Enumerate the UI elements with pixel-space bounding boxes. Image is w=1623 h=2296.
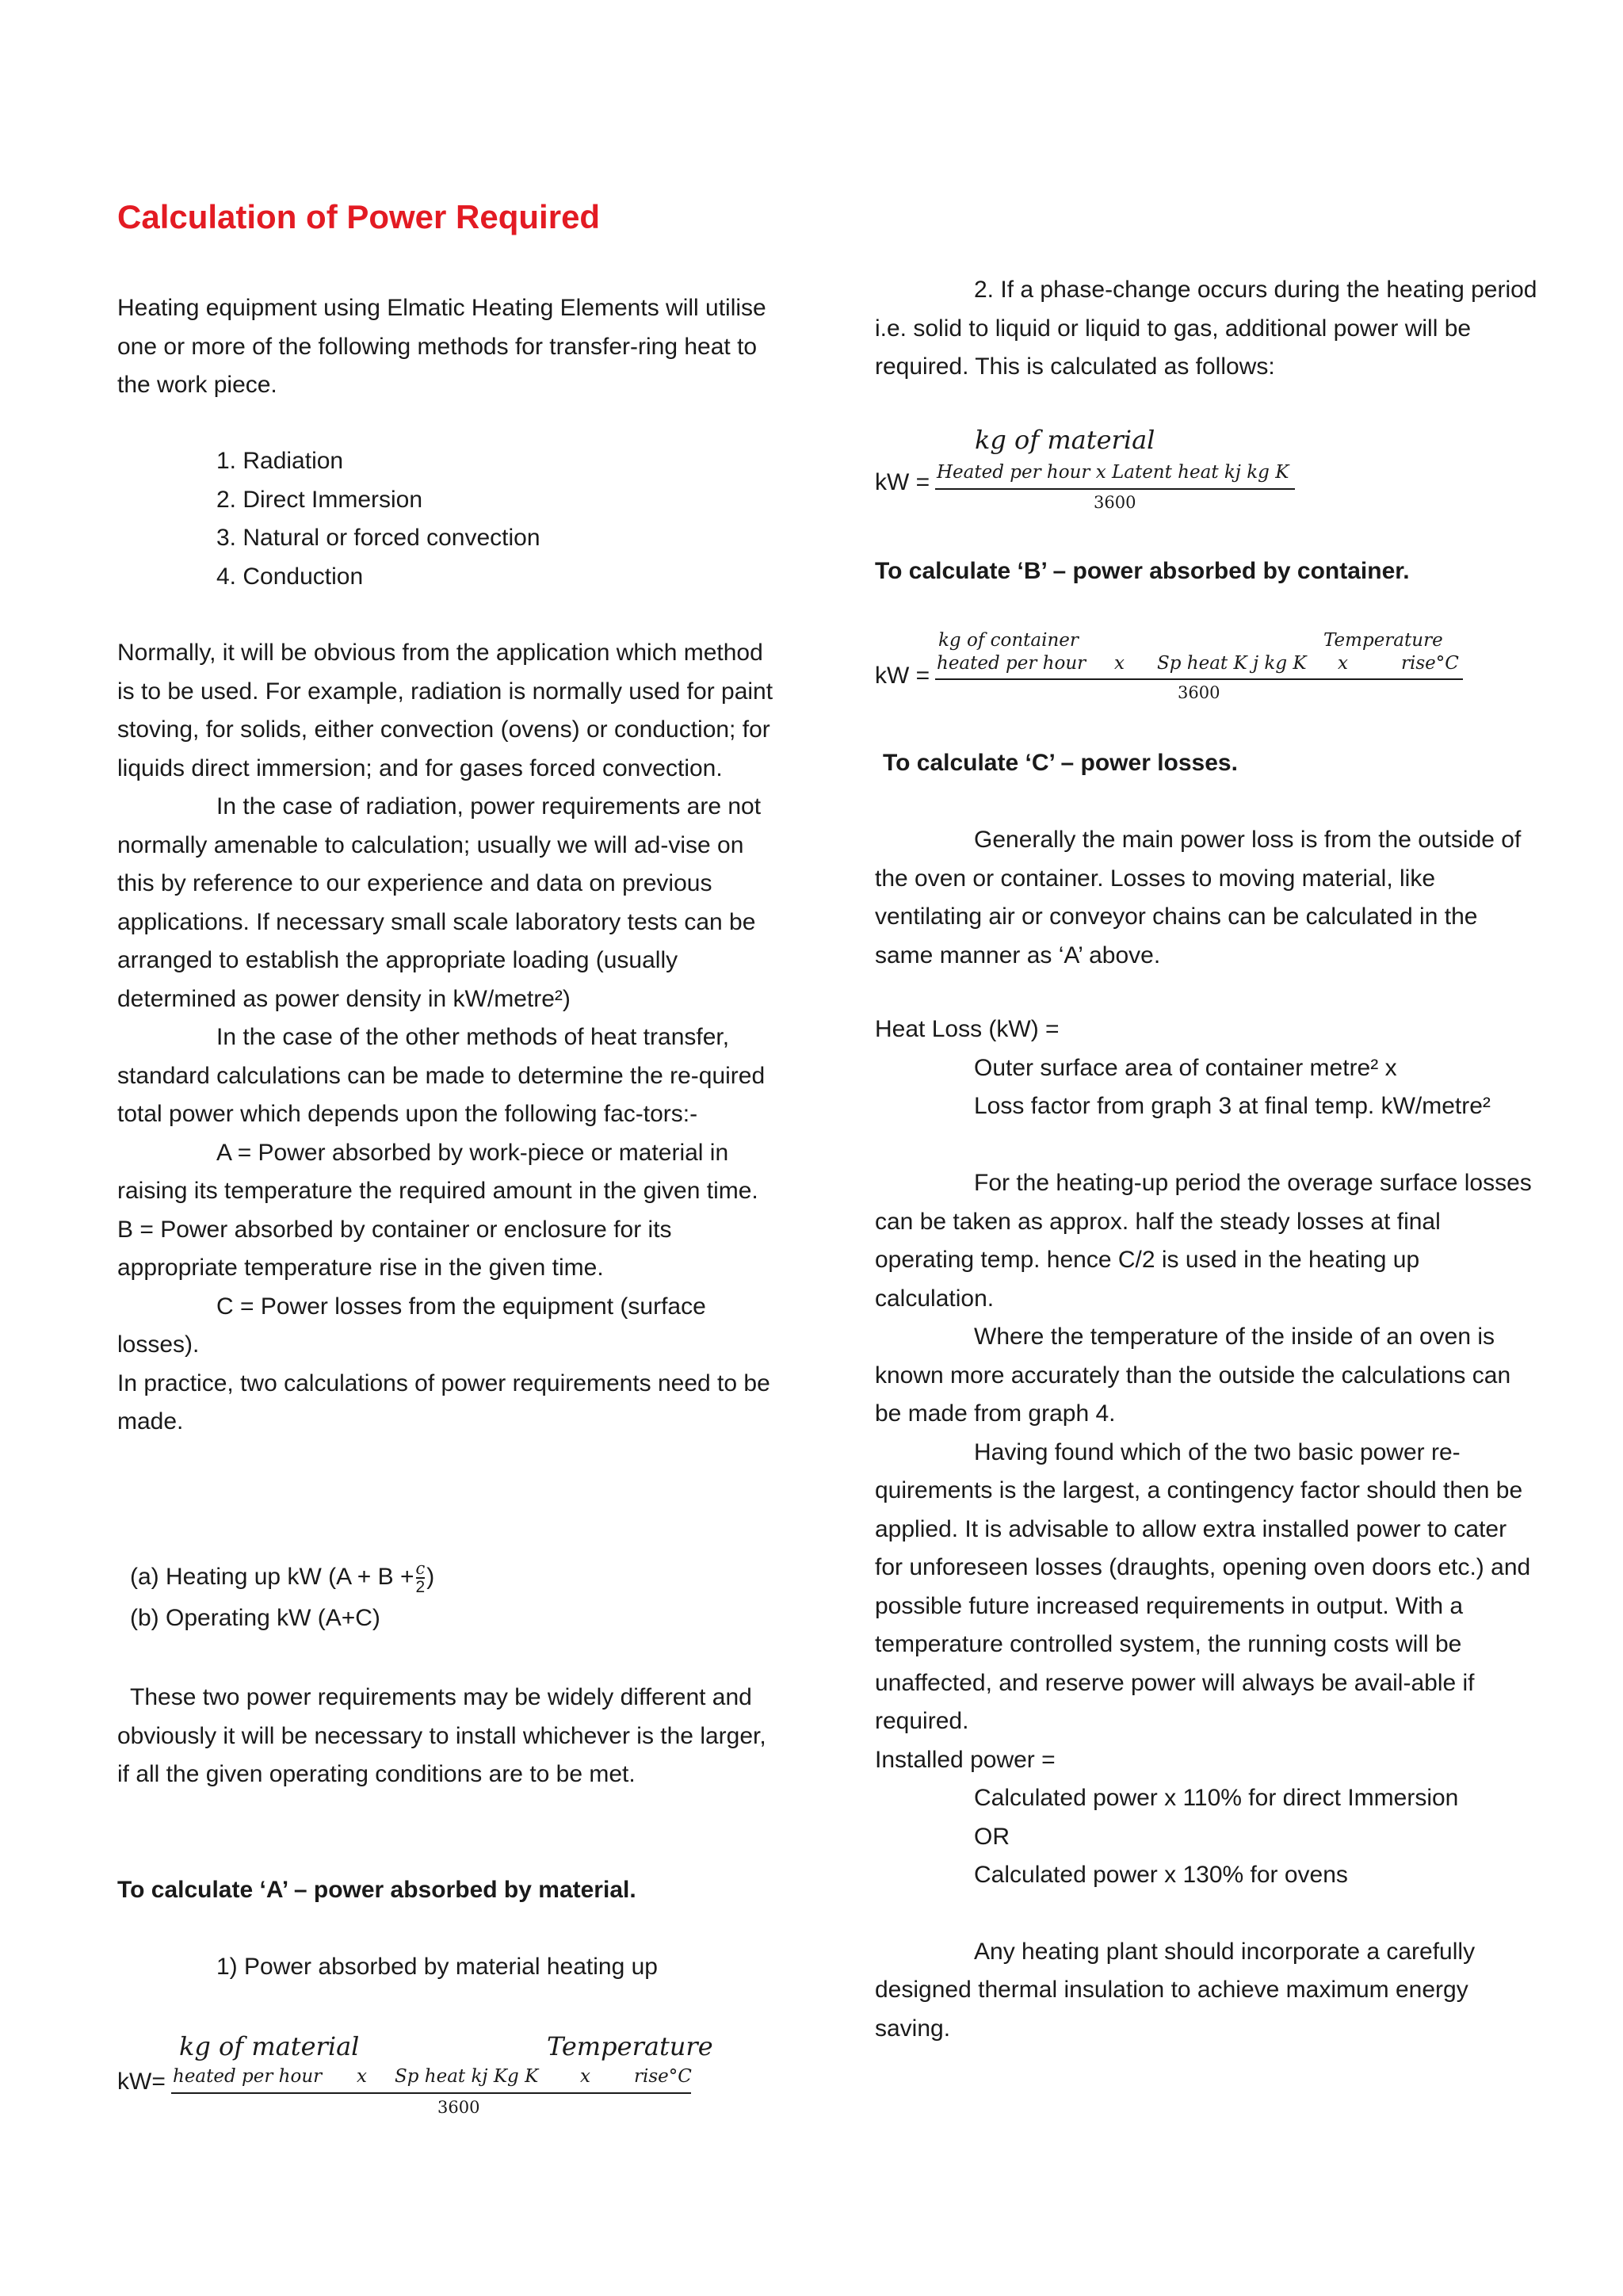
formula-mid-heated: heated per hour [937,653,1086,674]
methods-list [216,442,540,596]
different-paragraph: These two power requirements may be widely different and obviously it will be necessary to install whichever is the larger, if all the given operating conditions are to be met. [117,1684,766,1787]
formula-top-container: kg of container [938,630,1079,651]
fraction-numerator: c [415,1559,426,1579]
fraction-denominator: 2 [415,1578,426,1597]
formula-lhs: kW = [875,469,930,495]
generally-paragraph: Generally the main power loss is from the outside of the oven or container. Losses to moving material, like ventilating air or conveyor chains can be calculated in the same manner as ‘A’ above. [875,827,1522,968]
radiation-paragraph: In the case of radiation, power requirements are not normally amenable to calculation; usually we will ad-vise on this by reference to our experience and data on previous applications. If necessary small scale laboratory tests can be arranged to establish the appropriate loading (usually determined as power density in kW/metre²) [117,793,762,1012]
list-item: 1. Radiation [216,448,344,474]
installed-or: OR [974,1823,1010,1850]
factor-a-paragraph: A = Power absorbed by work-piece or material in raising its temperature the required amount in the given time. B = Power absorbed by container or enclosure for its appropriate temperature rise in the given time. [117,1139,758,1281]
calc-b-heading: To calculate ‘B’ – power absorbed by container. [875,558,1410,584]
where-temp-paragraph: Where the temperature of the inside of an oven is known more accurately than the outside the calculations can be made from graph 4. [875,1324,1511,1427]
other-methods-paragraph: In the case of the other methods of heat transfer, standard calculations can be made to determine the re-quired total power which depends upon the following fac-tors:- [117,1024,766,1127]
heating-up-close: ) [426,1564,435,1590]
list-item: 3. Natural or forced convection [216,525,540,551]
calc-a-subheading: 1) Power absorbed by material heating up [216,1954,658,1980]
formula-top-temperature: Temperature [547,2031,713,2061]
installed-power-label: Installed power = [875,1746,1056,1773]
heat-loss-line-2: Loss factor from graph 3 at final temp. kW/metre² [974,1093,1491,1119]
factor-c-paragraph: C = Power losses from the equipment (surface losses). [117,1293,706,1358]
list-item: 4. Conduction [216,563,364,590]
phase-paragraph: 2. If a phase-change occurs during the heating period i.e. solid to liquid or liquid to gas, additional power will be required. This is calculated as follows: [875,277,1537,380]
fraction-bar [935,488,1295,490]
formula-mid-spheat: Sp heat kj Kg K [395,2066,539,2087]
normally-paragraph: Normally, it will be obvious from the application which method is to be used. For example, radiation is normally used for paint stoving, for solids, either convection (ovens) or conduction; for liquids direct immersion; and for gases forced convection. [117,640,773,781]
in-practice-paragraph: In practice, two calculations of power requirements need to be made. [117,1370,770,1435]
installed-line-1: Calculated power x 110% for direct Immersion [974,1785,1459,1811]
formula-lhs: kW = [875,663,930,689]
formula-denominator: 3600 [437,2098,480,2117]
formula-mid-spheat: Sp heat K j kg K [1157,653,1307,674]
page-title: Calculation of Power Required [117,198,601,235]
fraction-bar [171,2092,691,2094]
formula-top-material: kg of material [179,2031,360,2061]
operating-formula: (b) Operating kW (A+C) [130,1605,380,1631]
heat-loss-label: Heat Loss (kW) = [875,1016,1060,1042]
formula-mid: Heated per hour x Latent heat kj kg K [937,462,1289,483]
installed-line-2: Calculated power x 130% for ovens [974,1862,1348,1888]
spacer [875,1895,1541,1933]
formula-mid-x: x [357,2066,367,2087]
formula-mid-x2: x [580,2066,590,2087]
formula-mid-x: x [1114,653,1125,674]
fraction-bar [935,678,1463,680]
formula-mid-rise: rise°C [1401,653,1459,674]
formula-mid-heated: heated per hour [173,2066,323,2087]
heat-loss-line-1: Outer surface area of container metre² x [974,1054,1397,1081]
calc-c-heading: To calculate ‘C’ – power losses. [883,750,1238,776]
heating-up-label: (a) Heating up kW (A + B + [130,1564,414,1590]
heating-period-paragraph: For the heating-up period the overage surface losses can be taken as approx. half the steady losses at final operating temp. hence C/2 is used in the heating up calculation. [875,1170,1532,1312]
intro-paragraph: Heating equipment using Elmatic Heating Elements will utilise one or more of the following methods for transfer-ring heat to the work piece. [117,295,766,398]
calc-a-heading: To calculate ‘A’ – power absorbed by material. [117,1877,636,1903]
formula-top-temperature: Temperature [1323,630,1443,651]
formula-mid-x2: x [1338,653,1348,674]
formula-denominator: 3600 [1178,683,1220,702]
formula-top-material: kg of material [975,425,1155,455]
list-item: 2. Direct Immersion [216,486,423,513]
formula-denominator: 3600 [1094,493,1136,512]
heating-up-formula [130,1558,434,1597]
having-found-paragraph: Having found which of the two basic power re-quirements is the largest, a contingency factor should then be applied. It is advisable to allow extra installed power to cater for unforeseen losses (draughts, opening oven doors etc.) and possible future increased requirements in output. With a temperature controlled system, the running costs will be unaffected, and reserve power will always be avail-able if required. [875,1438,1531,1734]
formula-lhs: kW= [117,2069,166,2095]
insulation-paragraph: Any heating plant should incorporate a carefully designed thermal insulation to achieve maximum energy saving. [875,1938,1476,2042]
formula-mid-rise: rise°C [634,2066,692,2087]
